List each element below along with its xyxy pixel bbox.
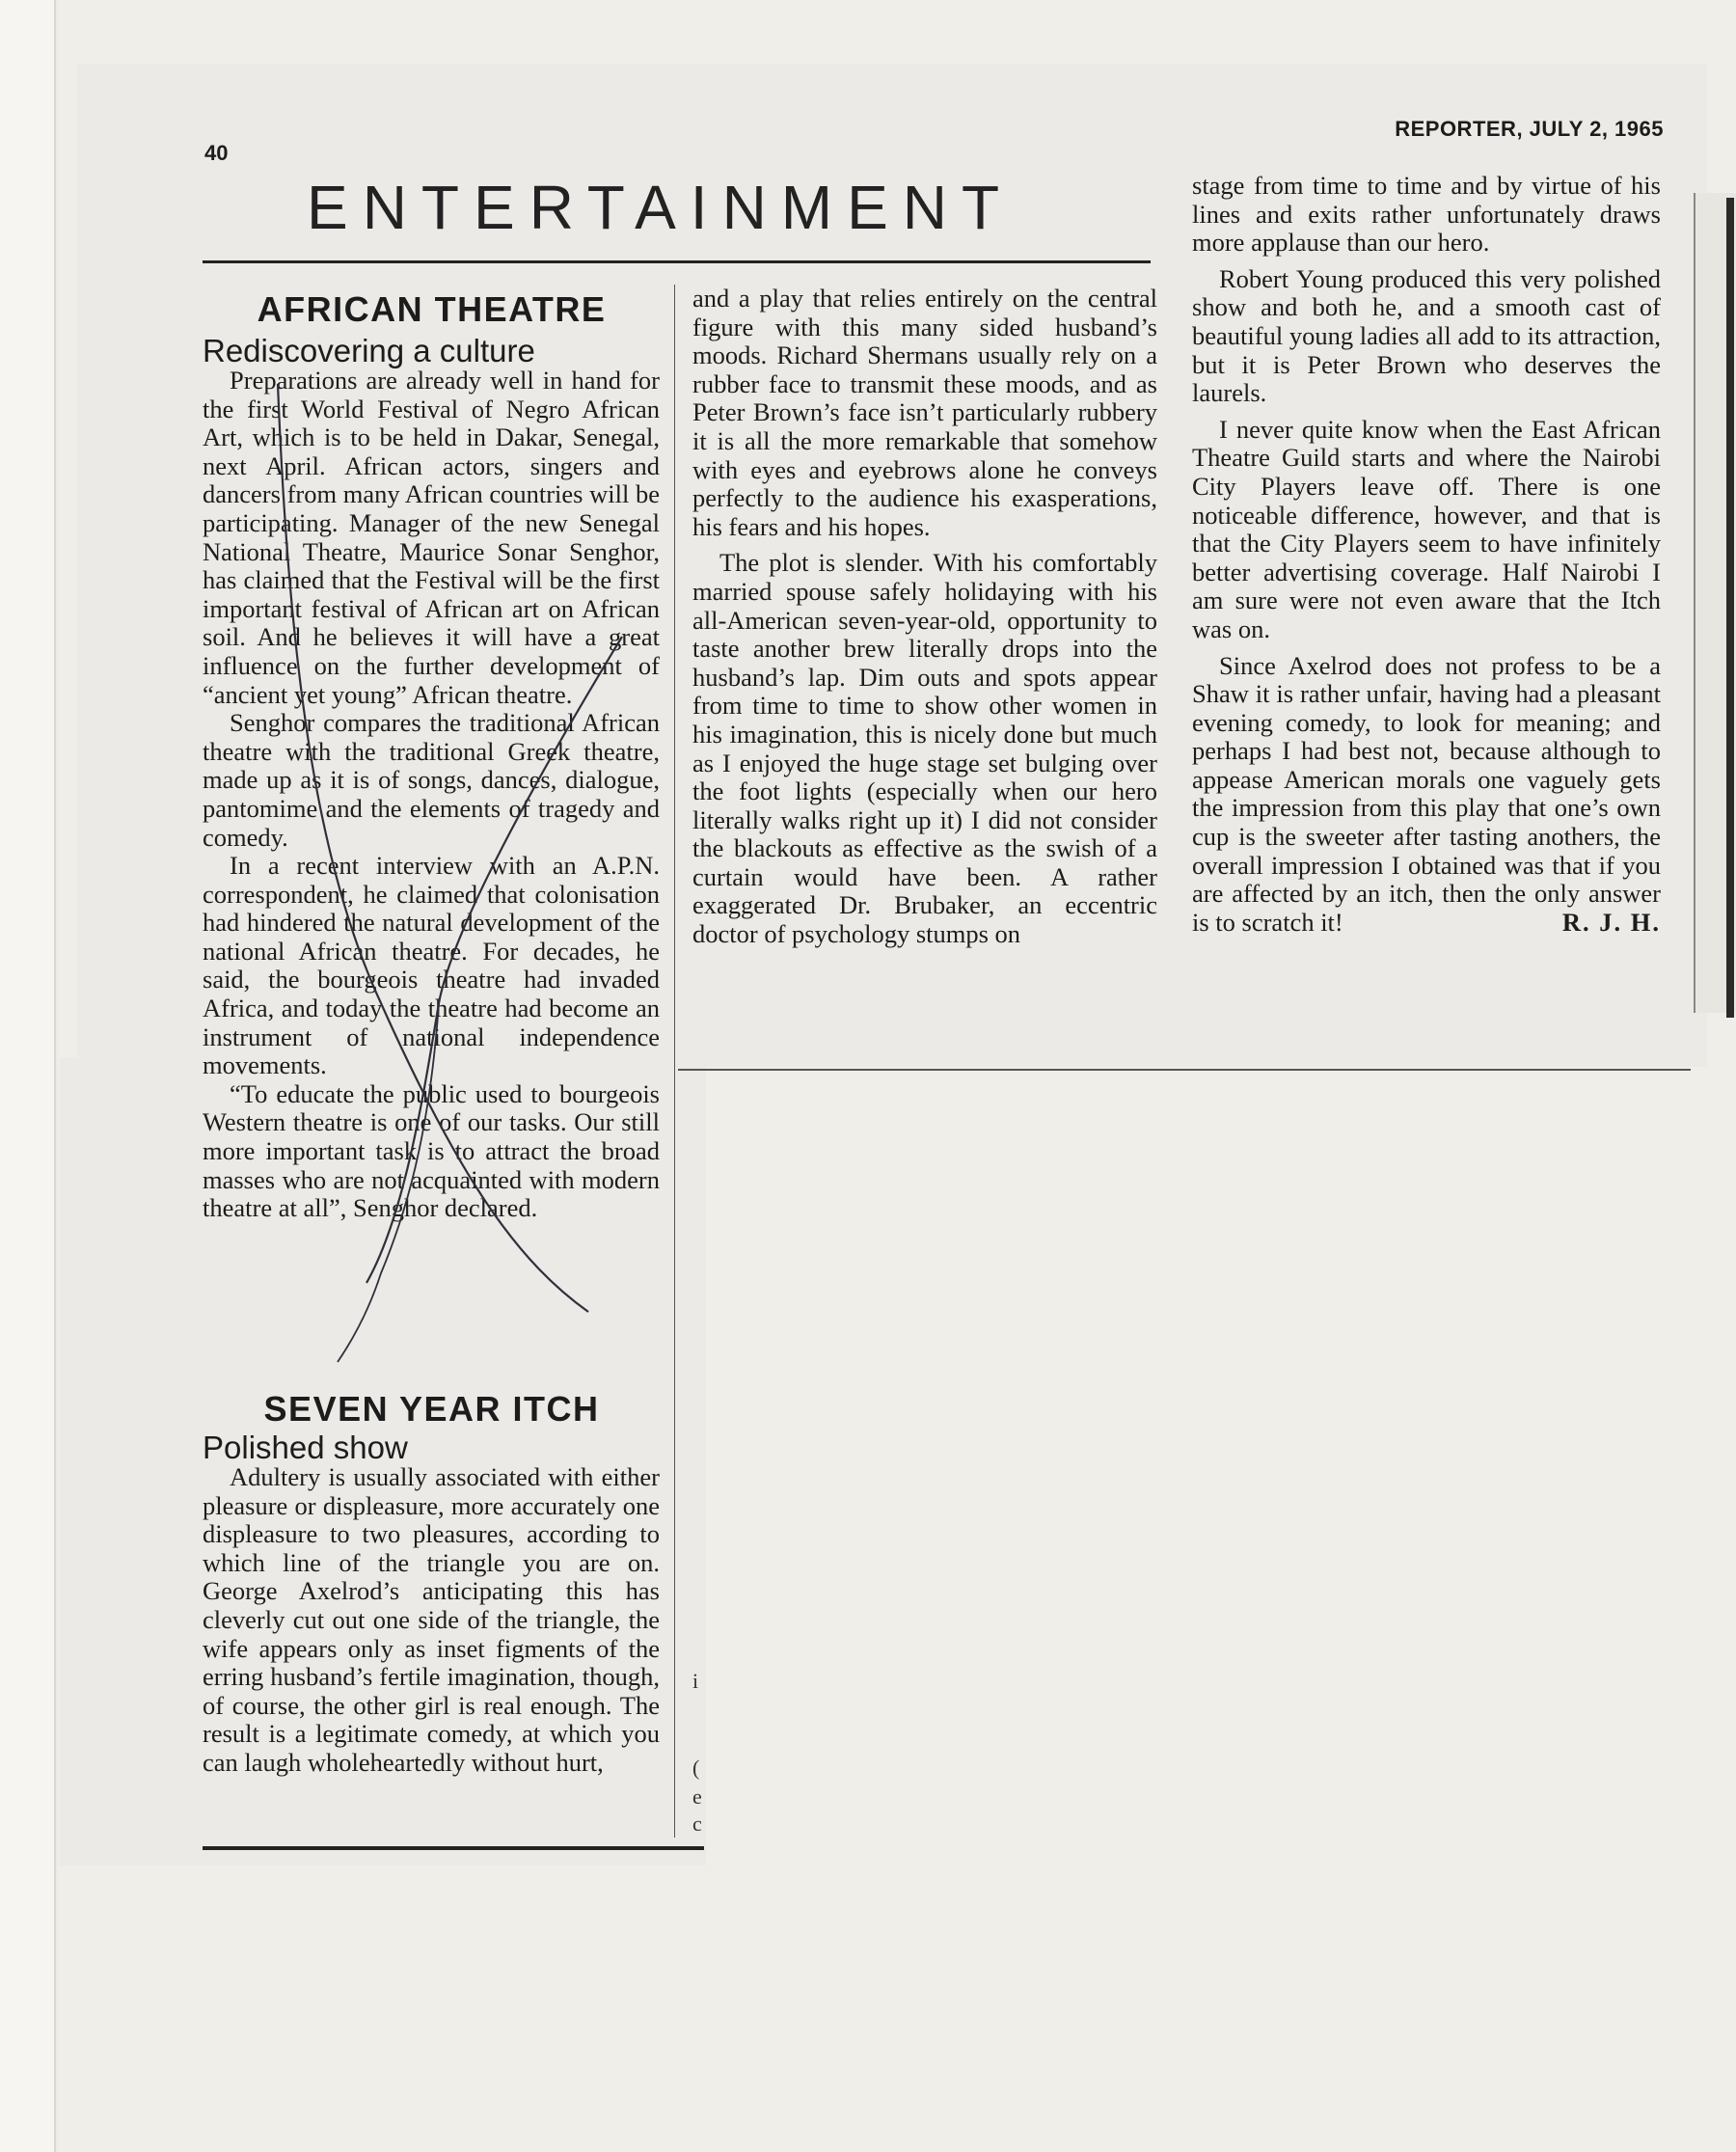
page-number: 40 [204,141,229,165]
newspaper-dateline: REPORTER, JULY 2, 1965 [1395,117,1664,141]
stray-mark: ( [692,1756,700,1780]
article-headline-seven-year-itch: SEVEN YEAR ITCH [263,1389,600,1429]
article-headline-african-theatre: AFRICAN THEATRE [257,289,607,329]
paragraph: In a recent interview with an A.P.N. correspondent, he claimed that colonisation had hindered the natural development of the national African theatre. For decades, he said, the bourgeois theatre had invaded Africa, and today the theatre had become an instrument of national independence movements. [203,851,660,1080]
album-binding-margin [0,0,56,2152]
column-divider [674,285,675,1838]
column-1-seven-year-itch [203,1463,660,1778]
paragraph: stage from time to time and by virtue of his lines and exits rather unfortunately draws more applause than our hero. [1192,171,1661,258]
column-1-african-theatre [203,367,660,1223]
paragraph: Adultery is usually associated with either pleasure or displeasure, more accurately one displeasure to two pleasures, according to which line of the triangle you are on. George Axelrod’s anticipating this has cleverly cut out one side of the triangle, the wife appears only as inset figments of the erring husband’s fertile imagination, though, of course, the other girl is real enough. The result is a legitimate comedy, at which you can laugh wholeheartedly without hurt, [203,1462,660,1777]
paragraph: “To educate the public used to bourgeois Western theatre is one of our tasks. Our still more important task is to attract the broad masses who are not acquainted with modern theatre at all”, Senghor declared. [203,1078,660,1223]
article-subhead-african-theatre: Rediscovering a culture [203,333,535,368]
closing-paragraph [1192,652,1661,938]
adjacent-clipping-rule [1726,198,1734,1018]
section-title: ENTERTAINMENT [307,173,1015,242]
paragraph: I never quite know when the East African Theatre Guild starts and where the Nairobi City Players leave off. There is one noticeable difference, however, and that is that the City Players seem to have infinitely better advertising coverage. Half Nairobi I am sure were not even aware that the Itch was on. [1192,414,1661,643]
paragraph: Preparations are already well in hand for the first World Festival of Negro African Art, which is to be held in Dakar, Senegal, next April. African actors, singers and dancers from many African countries will be participating. Manager of the new Senegal National Theatre, Maurice Sonar Senghor, has claimed that the Festival will be the first important festival of African art on African soil. And he believes it will have a great influence on the further development of “ancient yet young” African theatre. [203,366,660,709]
byline: R. J. H. [1561,907,1661,937]
column-3 [1192,172,1661,937]
paragraph: Robert Young produced this very polished show and both he, and a smooth cast of beautiful young ladies all add to its attraction, but it is Peter Brown who deserves the laurels. [1192,263,1661,408]
column-2 [692,285,1157,949]
section-title-rule [203,260,1151,263]
stray-mark: c [692,1811,702,1836]
stray-mark: e [692,1784,702,1809]
clipping-bottom-rule [203,1846,704,1850]
stray-mark: i [692,1669,699,1693]
article-end-rule [678,1069,1691,1071]
paragraph: Senghor compares the traditional African theatre with the traditional Greek theatre, made up as it is of songs, dances, dialogue, pantomime and the elements of tragedy and comedy. [203,708,660,852]
closing-text: Since Axelrod does not profess to be a Shaw it is rather unfair, having had a pleasant evening comedy, to look for meaning; and perhaps I had best not, because although to appease American morals one vaguely gets the impression from this play that one’s own cup is the sweeter after tasting anothers, the overall impression I obtained was that if you are affected by an itch, then the only answer is to scratch it! [1192,650,1661,937]
paragraph: and a play that relies entirely on the central figure with this many sided husband’s moods. Richard Shermans usually rely on a rubber face to transmit these moods, and as Peter Brown’s face isn’t particularly rubbery it is all the more remarkable that somehow with eyes and eyebrows alone he conveys perfectly to the audience his exasperations, his fears and his hopes. [692,284,1157,541]
article-subhead-seven-year-itch: Polished show [203,1430,408,1465]
paragraph: The plot is slender. With his comfortably married spouse safely holidaying with his all-American seven-year-old, opportunity to taste another brew literally drops into the husband’s lap. Dim outs and spots appear from time to time to show other women in his imagination, this is nicely done but much as I enjoyed the huge stage set bulging over the foot lights (especially when our hero literally walks right up it) I did not consider the blackouts as effective as the swish of a curtain would have been. A rather exaggerated Dr. Brubaker, an eccentric doctor of psychology stumps on [692,548,1157,949]
